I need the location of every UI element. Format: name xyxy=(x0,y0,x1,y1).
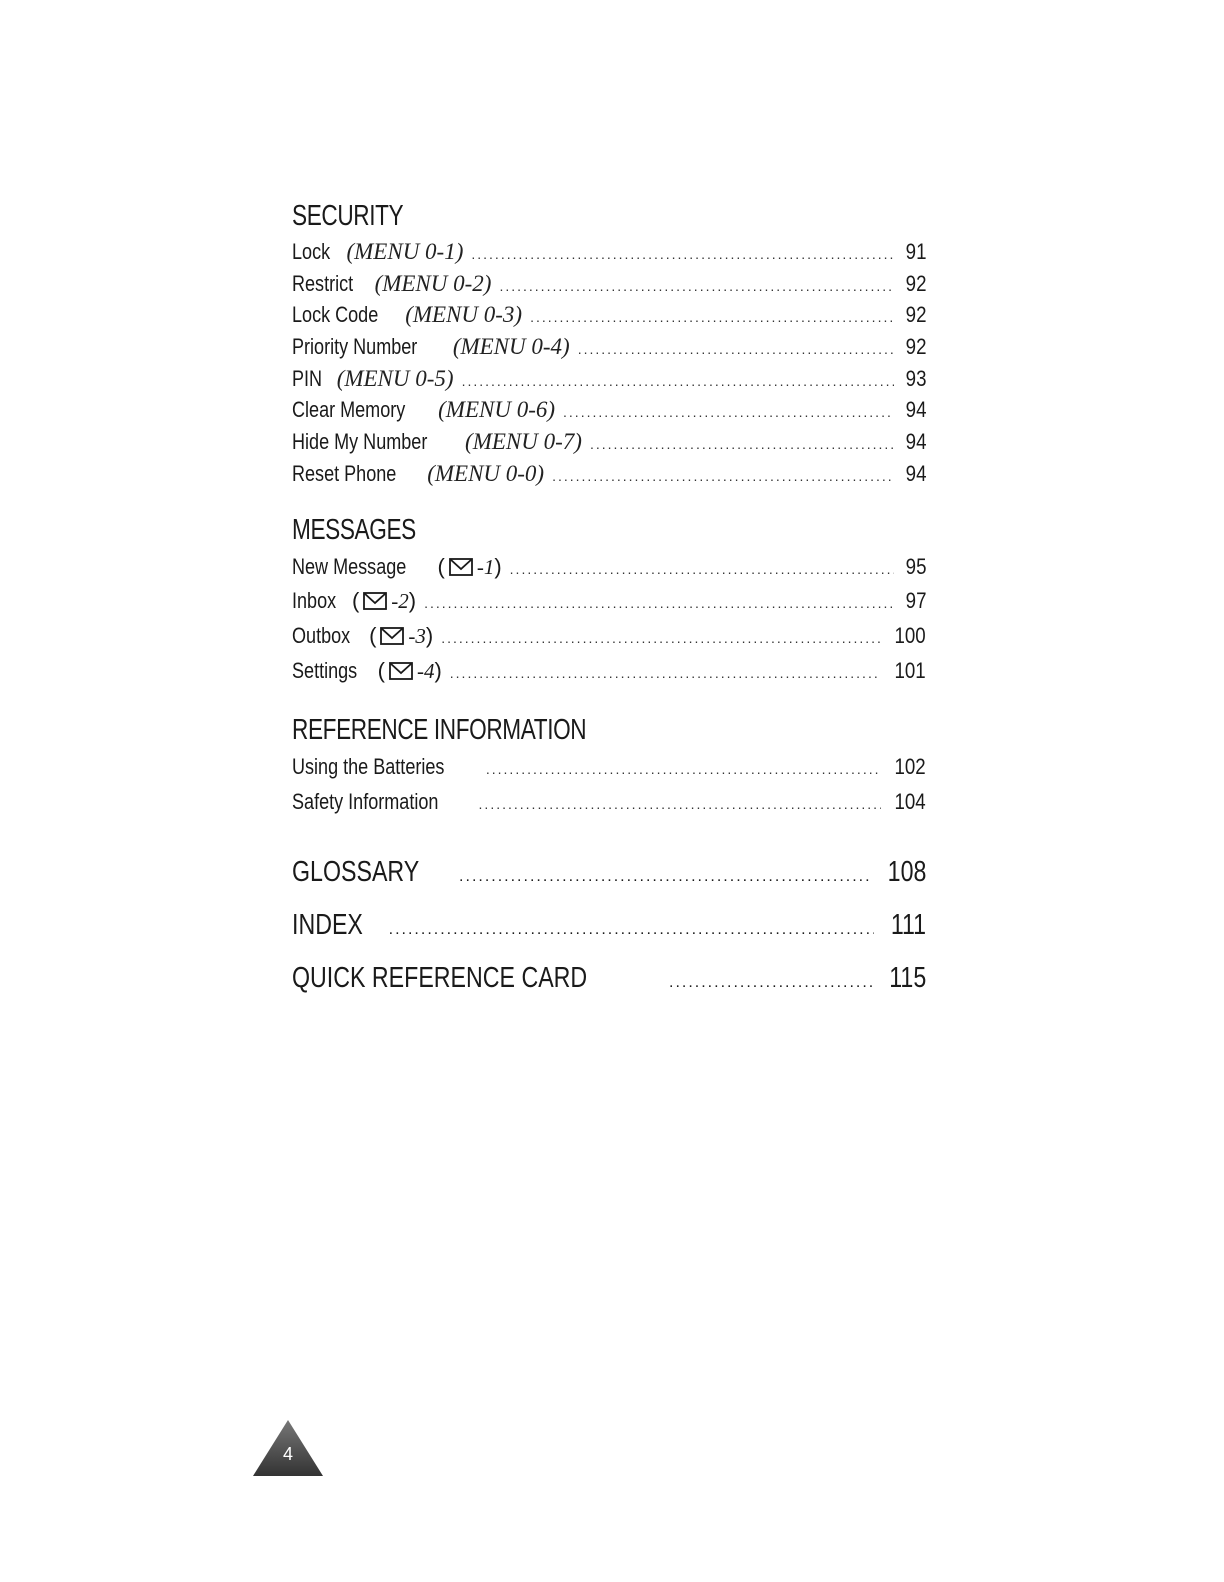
entry-label: New Message xyxy=(292,553,407,579)
dot-leader xyxy=(590,429,894,461)
entry-page-number: 94 xyxy=(905,460,926,486)
entry-page-number: 92 xyxy=(905,270,926,296)
dot-leader xyxy=(479,787,882,822)
security-list xyxy=(292,236,926,490)
entry-menu-code: (MENU 0-1) xyxy=(346,239,464,264)
section-heading-security: SECURITY xyxy=(292,200,404,232)
entry-label: Settings xyxy=(292,657,358,683)
dot-leader xyxy=(462,366,894,398)
entry-label: INDEX xyxy=(292,908,363,941)
entry-label: Priority Number xyxy=(292,334,418,360)
dot-leader xyxy=(389,903,874,956)
toc-entry-quick-reference-card[interactable] xyxy=(292,952,926,1005)
entry-submenu-code: -3 xyxy=(408,623,426,648)
dot-leader xyxy=(450,656,882,691)
entry-label: Safety Information xyxy=(292,788,439,814)
toc-entry[interactable] xyxy=(292,236,926,268)
entry-label: Restrict xyxy=(292,270,354,296)
entry-page-number: 94 xyxy=(905,397,926,423)
open-paren: ( xyxy=(377,657,385,683)
open-paren: ( xyxy=(351,588,360,614)
close-paren: ) xyxy=(425,622,434,648)
entry-page-number: 108 xyxy=(887,855,926,888)
toc-entry[interactable] xyxy=(292,619,926,654)
entry-page-number: 102 xyxy=(894,754,926,780)
entry-submenu-code: -4 xyxy=(416,658,435,683)
toc-entry[interactable] xyxy=(292,584,926,619)
entry-page-number: 101 xyxy=(894,657,926,683)
entry-submenu-code: -2 xyxy=(391,589,409,614)
toc-entry[interactable] xyxy=(292,426,926,458)
entry-page-number: 104 xyxy=(894,788,926,814)
entry-label: GLOSSARY xyxy=(292,855,420,888)
open-paren: ( xyxy=(369,622,377,648)
toc-entry[interactable] xyxy=(292,550,926,585)
toc-entry[interactable] xyxy=(292,458,926,490)
toc-entry-glossary[interactable] xyxy=(292,846,926,899)
dot-leader xyxy=(510,552,894,587)
entry-submenu-code: -1 xyxy=(476,554,495,579)
entry-page-number: 93 xyxy=(905,365,926,391)
page-number-marker xyxy=(252,1418,324,1478)
entry-label: Reset Phone xyxy=(292,460,397,486)
dot-leader xyxy=(530,302,893,334)
toc-entry-index[interactable] xyxy=(292,899,926,952)
entry-page-number: 97 xyxy=(905,588,926,614)
dot-leader xyxy=(563,397,893,429)
section-heading-reference: REFERENCE INFORMATION xyxy=(292,714,587,747)
toc-entry[interactable] xyxy=(292,785,926,820)
envelope-icon xyxy=(449,558,473,576)
entry-page-number: 92 xyxy=(905,302,926,328)
envelope-icon xyxy=(389,662,413,680)
entry-label: Hide My Number xyxy=(292,429,428,455)
envelope-icon xyxy=(380,627,404,645)
dot-leader xyxy=(459,850,870,903)
dot-leader xyxy=(552,461,893,493)
dot-leader xyxy=(486,752,881,787)
entry-page-number: 91 xyxy=(905,239,926,264)
entry-menu-code: (MENU 0-4) xyxy=(452,334,570,360)
entry-page-number: 95 xyxy=(905,553,926,579)
entry-menu-code: (MENU 0-3) xyxy=(405,302,523,328)
entry-menu-code: (MENU 0-6) xyxy=(438,397,556,423)
entry-page-number: 92 xyxy=(905,334,926,360)
close-paren: ) xyxy=(434,657,442,683)
entry-menu-code: (MENU 0-5) xyxy=(336,365,454,391)
toc-entry[interactable] xyxy=(292,363,926,395)
entry-label: Clear Memory xyxy=(292,397,406,423)
entry-page-number: 115 xyxy=(889,961,926,994)
entry-page-number: 100 xyxy=(894,622,926,648)
entry-label: Using the Batteries xyxy=(292,754,445,780)
entry-label: Inbox xyxy=(292,588,337,614)
entry-label: Lock Code xyxy=(292,302,379,328)
dot-leader xyxy=(669,956,872,1009)
dot-leader xyxy=(578,334,894,366)
reference-list xyxy=(292,750,926,819)
toc-entry[interactable] xyxy=(292,394,926,426)
messages-list xyxy=(292,550,926,689)
toc-entry[interactable] xyxy=(292,299,926,331)
entry-label: Lock xyxy=(292,239,331,264)
envelope-icon xyxy=(363,592,387,610)
entry-menu-code: (MENU 0-7) xyxy=(465,429,582,455)
entry-menu-code: (MENU 0-2) xyxy=(374,270,492,296)
toc-entry[interactable] xyxy=(292,331,926,363)
table-of-contents xyxy=(292,196,926,1005)
toc-entry[interactable] xyxy=(292,750,926,785)
dot-leader xyxy=(499,271,893,303)
close-paren: ) xyxy=(408,588,417,614)
toc-entry[interactable] xyxy=(292,268,926,300)
page-number: 4 xyxy=(282,1444,294,1464)
section-heading-messages: MESSAGES xyxy=(292,513,416,546)
dot-leader xyxy=(441,621,881,656)
entry-page-number: 94 xyxy=(905,429,926,455)
open-paren: ( xyxy=(437,553,445,579)
toc-entry[interactable] xyxy=(292,654,926,689)
dot-leader xyxy=(471,239,893,271)
entry-label: PIN xyxy=(292,365,323,391)
dot-leader xyxy=(424,586,893,621)
entry-label: QUICK REFERENCE CARD xyxy=(292,961,588,994)
close-paren: ) xyxy=(494,553,502,579)
entry-menu-code: (MENU 0-0) xyxy=(427,460,545,486)
entry-page-number: 111 xyxy=(890,908,926,941)
entry-label: Outbox xyxy=(292,622,351,648)
